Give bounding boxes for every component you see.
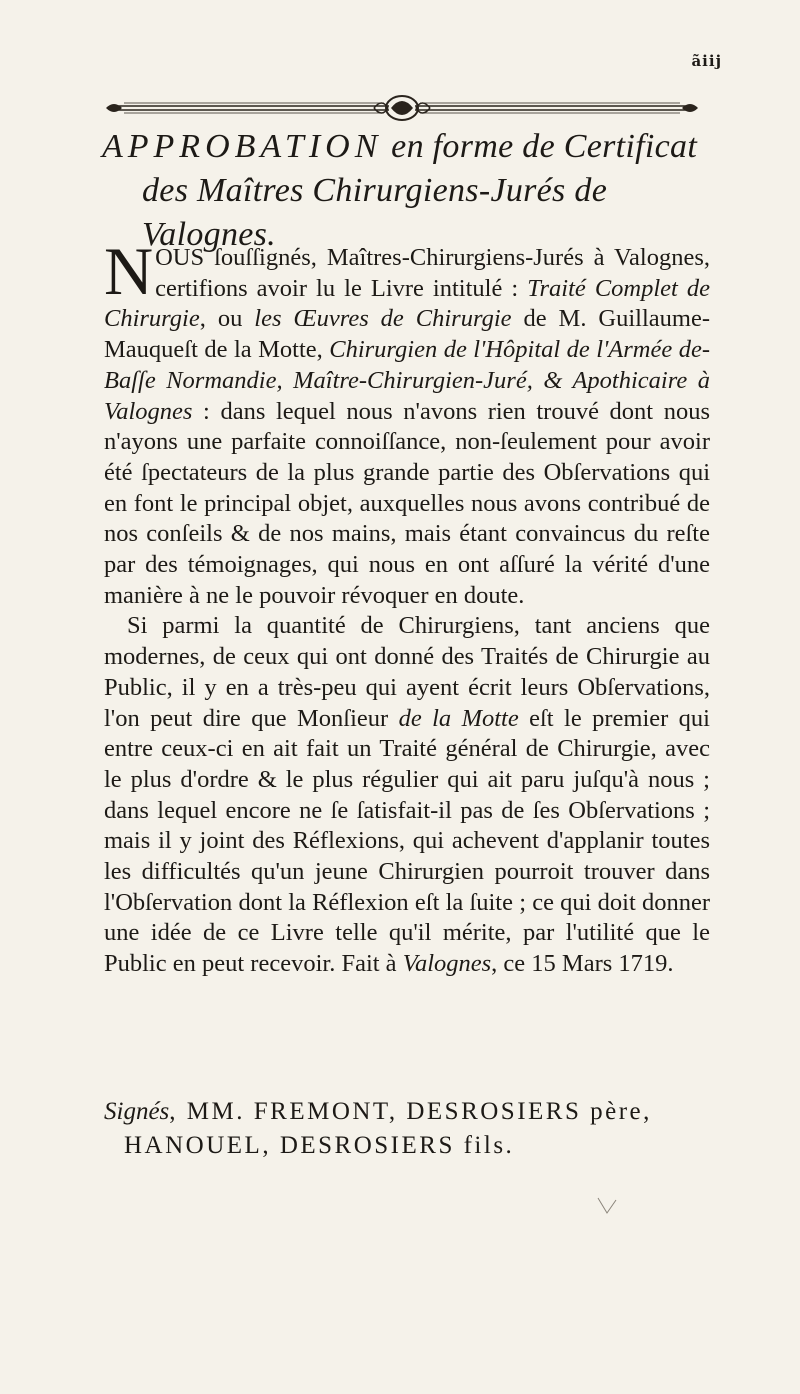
header-ornament [104,94,700,122]
p2-seg1: Si parmi la quantité de Chirurgiens, tant anciens que modernes, de ceux qui ont donné des Traités de Chirurgie au Public, il y en a très-peu qui ayent écrit leurs Obſervations, l'on peut dire que Monſieur [104,612,710,732]
title-line2: des Maîtres Chirurgiens-Jurés de Valognes. [142,172,608,253]
p1-seg3: , ou [199,305,255,333]
title-line1-rest: en forme de Certificat [382,128,698,165]
approbation-title [102,125,722,257]
drop-cap: N [104,233,154,309]
p1-seg1: OUS ſouſſignés, Maîtres-Chirurgiens-Jurés à Valognes, certifions avoir lu le Livre intitulé : [155,244,710,302]
signatures-block [104,1095,724,1163]
p2-author-name: de la Motte [398,704,519,732]
signatures-line1: , MM. FREMONT, DESROSIERS père, [169,1098,652,1125]
p1-seg7: : dans lequel nous n'avons rien trouvé dont nous n'ayons une parfaite connoiſſance, non-ſeulement pour avoir été ſpectateurs de la plus grande partie des Obſervations qui en font le principal objet, auxquelles nous avons contribué de nos conſeils & de nos mains, mais étant convaincus du reſte par des témoignages, qui nous en ont aſſuré la vérité d'une manière à ne le pouvoir révoquer en doute. [104,397,710,609]
signatures-label: Signés [104,1098,170,1125]
p1-book-title: Traité Complet de Chirurgie [104,274,710,333]
paragraph-1 [104,233,710,611]
approbation-body [104,233,710,980]
p2-date: , ce 15 Mars 1719. [491,950,674,978]
p1-seg5: de M. Guillaume-Mauqueſt de la Motte, [104,305,710,364]
paragraph-2 [104,611,710,979]
p2-seg3: eſt le premier qui entre ceux-ci en ait fait un Traité général de Chirurgie, avec le plus d'ordre & le plus régulier qui ait paru juſqu'à nous ; dans lequel encore ne ſe ſatisfait-il pas de ſes Obſervations ; mais il y joint des Réflexions, qui achevent d'applanir toutes les difficultés qu'un jeune Chirurgien pourroit trouver dans l'Obſervation dont la Réflexion eſt la ſuite ; ce qui doit donner une idée de ce Livre telle qu'il mérite, par l'utilité que le Public en peut recevoir. Fait à [104,704,710,978]
p2-place: Valognes [402,950,492,978]
p1-author-titles: Chirurgien de l'Hôpital de l'Armée de-Baſſe Normandie, Maître-Chirurgien-Juré, & Apothicaire à Valognes [104,336,710,425]
signatures-line2: HANOUEL, DESROSIERS fils. [124,1132,515,1159]
stray-ink-mark [596,1196,618,1216]
title-caps: APPROBATION [102,128,383,165]
p1-alt-title: les Œuvres de Chirurgie [254,305,512,333]
signature-mark: ãiij [691,52,722,70]
